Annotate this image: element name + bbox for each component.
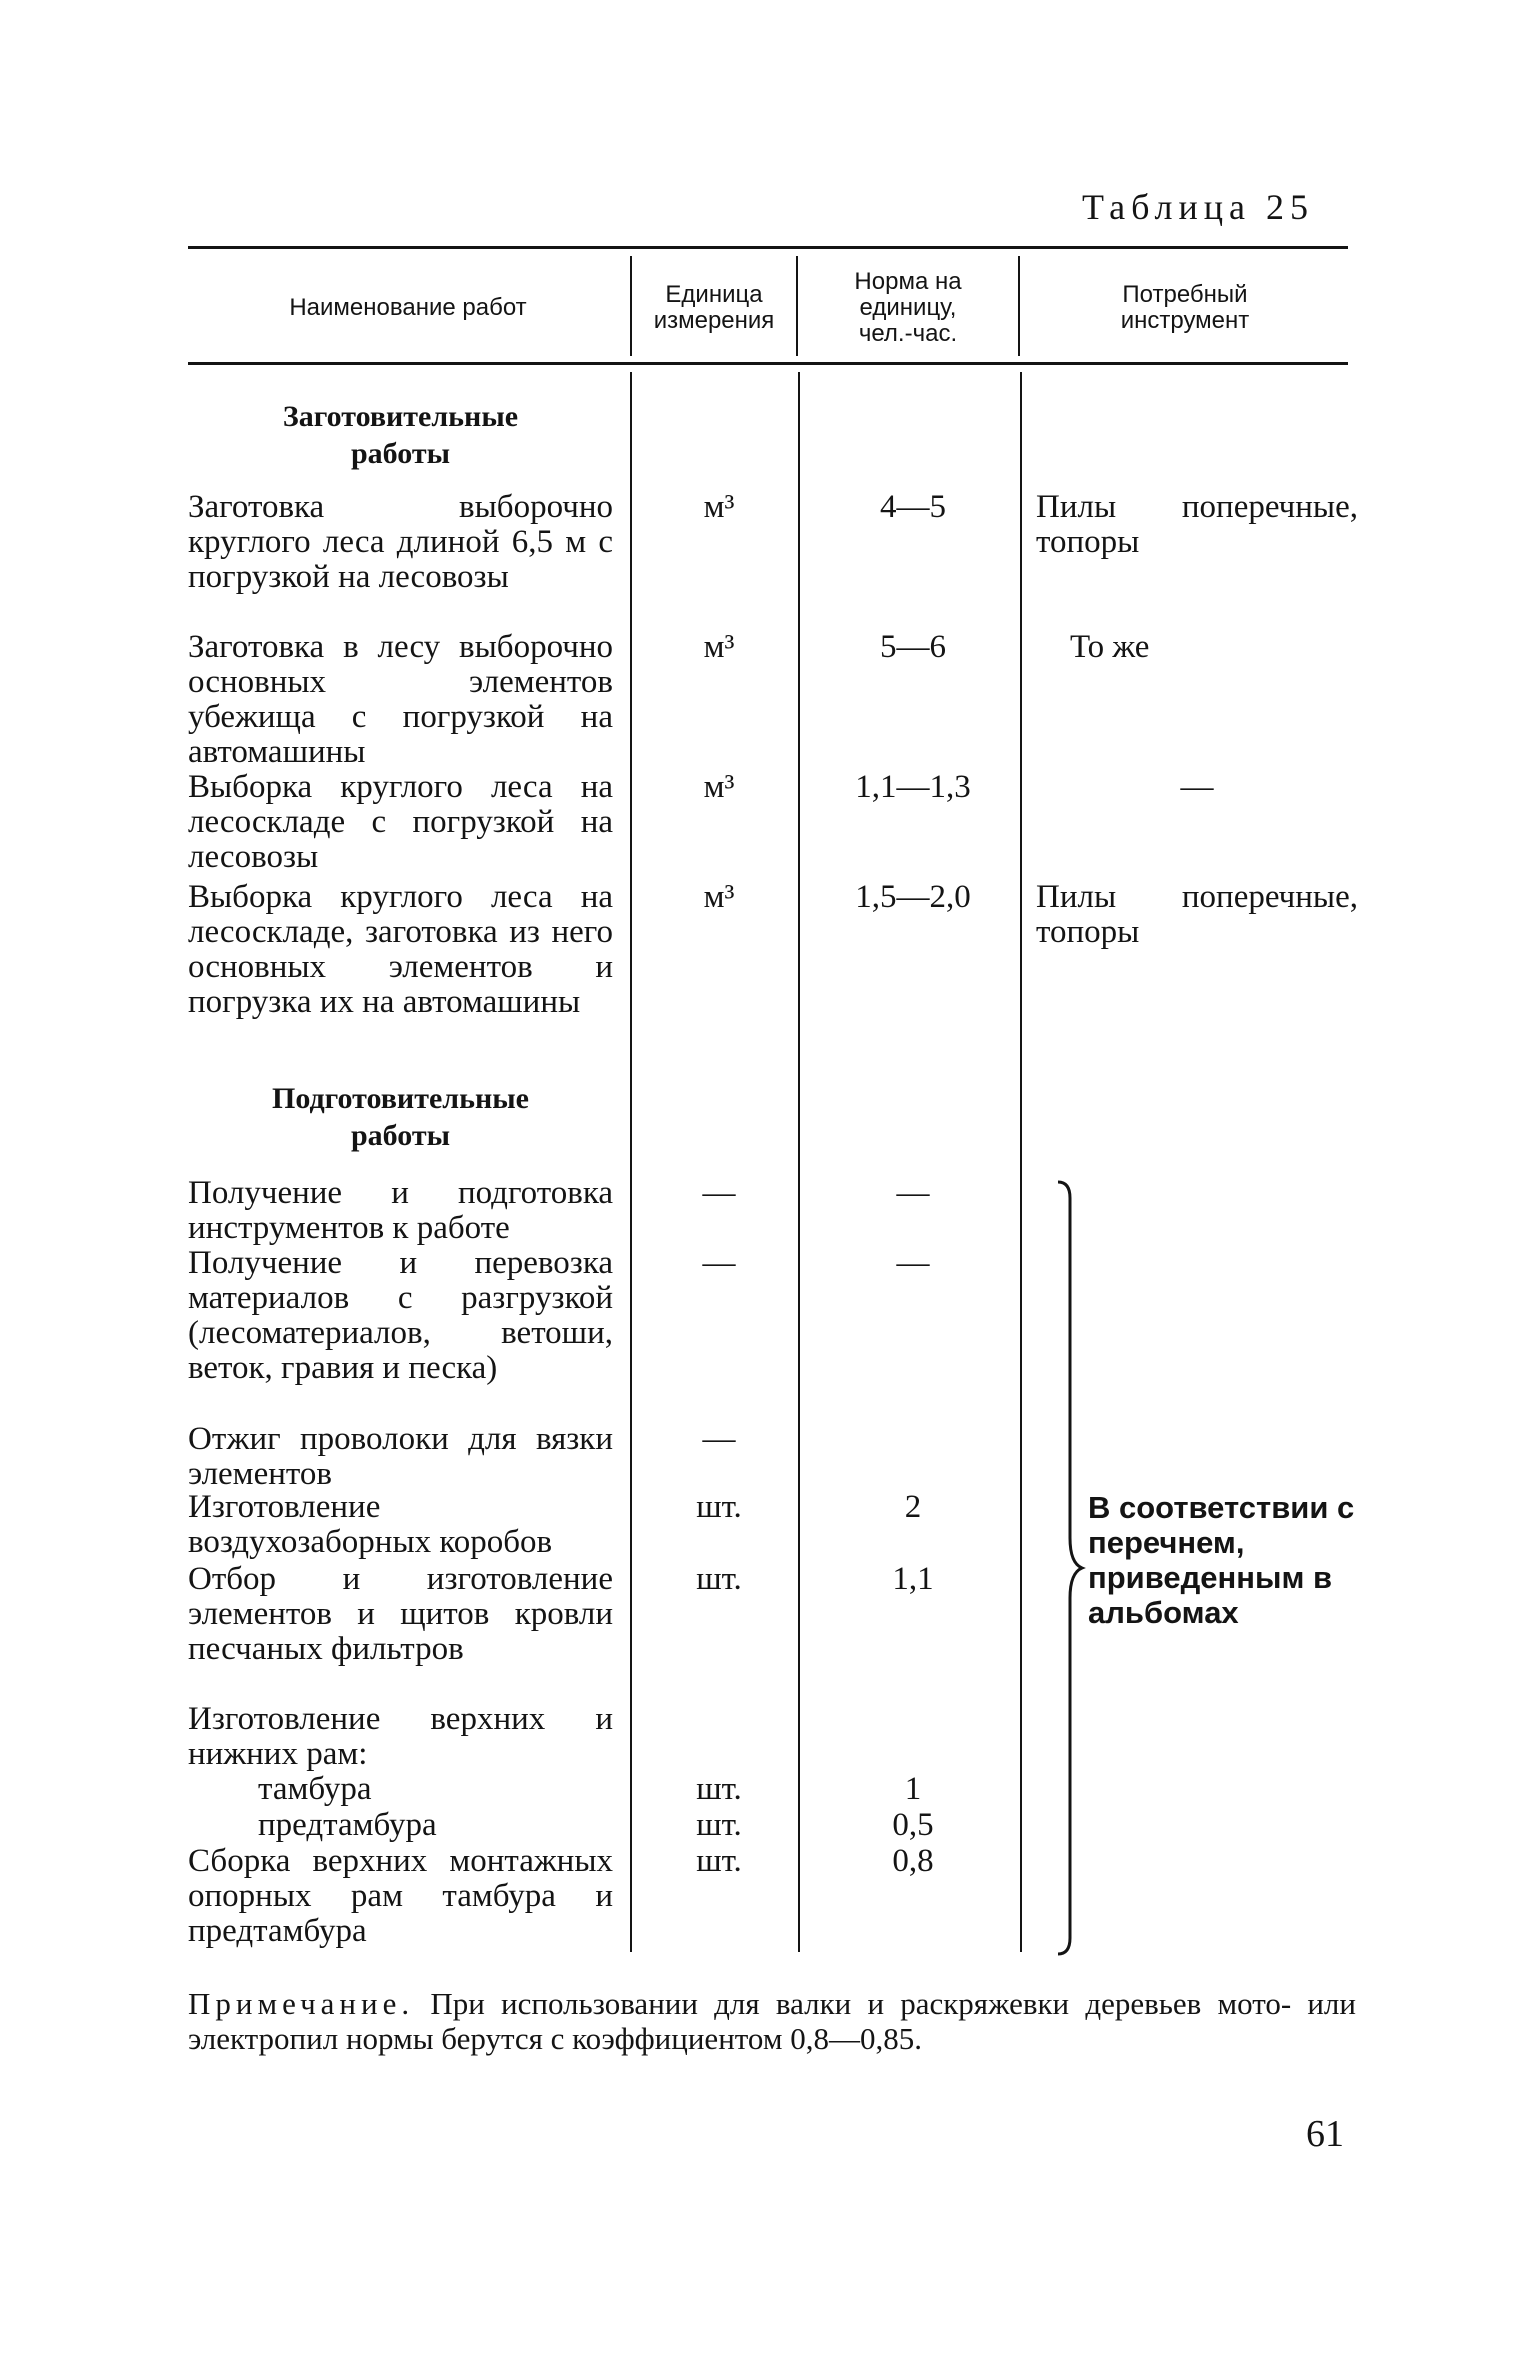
header-divider-2 <box>796 256 798 356</box>
section-title: Заготовительные работы <box>282 400 519 470</box>
row-unit: м³ <box>703 879 735 915</box>
row-work: Выборка круглого леса на лесоскладе, заготовка из него основных элементов и погрузка их на автомашины <box>188 879 613 1020</box>
row-norm: 1,5—2,0 <box>855 879 971 915</box>
row-norm: 0,8 <box>892 1843 934 1879</box>
column-header-work: Наименование работ <box>289 294 527 321</box>
row-unit: м³ <box>703 489 735 525</box>
column-divider-3 <box>1020 372 1022 1952</box>
row-work: Отбор и изготовление элементов и щитов кровли песчаных фильтров <box>188 1561 613 1667</box>
column-header-norm: Норма на единицу, чел.-час. <box>854 268 962 347</box>
row-unit: шт. <box>696 1807 742 1843</box>
row-norm: 5—6 <box>880 629 946 665</box>
row-work: Получение и перевозка материалов с разгрузкой (лесоматериалов, ветоши, веток, гравия и песка) <box>188 1245 613 1386</box>
row-unit: шт. <box>696 1843 742 1879</box>
table-top-rule <box>188 246 1348 249</box>
section-title: Подготовительные работы <box>272 1082 529 1152</box>
row-norm: 0,5 <box>892 1807 934 1843</box>
row-unit: — <box>702 1421 736 1457</box>
page-number: 61 <box>1306 2113 1344 2155</box>
row-work: Сборка верхних монтажных опорных рам тамбура и предтамбура <box>188 1843 613 1949</box>
row-norm: 1,1 <box>892 1561 934 1597</box>
row-tool: Пилы поперечные, топоры <box>1036 489 1358 560</box>
row-unit: м³ <box>703 629 735 665</box>
row-norm: 1,1—1,3 <box>855 769 971 805</box>
row-tool: Пилы поперечные, топоры <box>1036 879 1358 950</box>
row-norm: 4—5 <box>880 489 946 525</box>
note-text: При использовании для валки и раскряжевки деревьев мото- или электропил нормы берутся с коэффициентом 0,8—0,85. <box>188 1986 1356 2056</box>
row-tool: — <box>1180 769 1214 805</box>
note-label: Примечание. <box>188 1986 415 2021</box>
row-work: Получение и подготовка инструментов к работе <box>188 1175 613 1246</box>
column-header-unit: Единица измерения <box>653 281 775 334</box>
row-work: Выборка круглого леса на лесоскладе с погрузкой на лесовозы <box>188 769 613 875</box>
row-work-sub: тамбура <box>258 1771 372 1807</box>
column-header-tool: Потребный инструмент <box>1120 281 1250 334</box>
row-unit: — <box>702 1175 736 1211</box>
row-work: Заготовка выборочно круглого леса длиной 6,5 м с погрузкой на лесовозы <box>188 489 613 595</box>
row-unit: — <box>702 1245 736 1281</box>
table-title: Таблица 25 <box>1082 187 1314 227</box>
row-norm: 2 <box>904 1489 922 1525</box>
row-norm: — <box>896 1245 930 1281</box>
row-work-sub: предтамбура <box>258 1807 437 1843</box>
tool-group-text: В соответствии с перечнем, приведенным в альбомах <box>1088 1490 1355 1630</box>
header-divider-1 <box>630 256 632 356</box>
column-divider-1 <box>630 372 632 1952</box>
row-unit: шт. <box>696 1771 742 1807</box>
row-work: Заготовка в лесу выборочно основных элементов убежища с погрузкой на автомашины <box>188 629 613 770</box>
row-tool: То же <box>1070 629 1150 665</box>
row-work: Отжиг проволоки для вязки элементов <box>188 1421 613 1492</box>
row-unit: м³ <box>703 769 735 805</box>
header-divider-3 <box>1018 256 1020 356</box>
row-unit: шт. <box>696 1489 742 1525</box>
table-note <box>188 1986 1356 2056</box>
row-work: Изготовление воздухозаборных коробов <box>188 1489 553 1560</box>
row-work: Изготовление верхних и нижних рам: <box>188 1701 613 1772</box>
row-norm: 1 <box>904 1771 922 1807</box>
table-header-rule <box>188 362 1348 365</box>
brace-bracket <box>1050 1178 1086 1958</box>
row-unit: шт. <box>696 1561 742 1597</box>
column-divider-2 <box>798 372 800 1952</box>
row-norm: — <box>896 1175 930 1211</box>
